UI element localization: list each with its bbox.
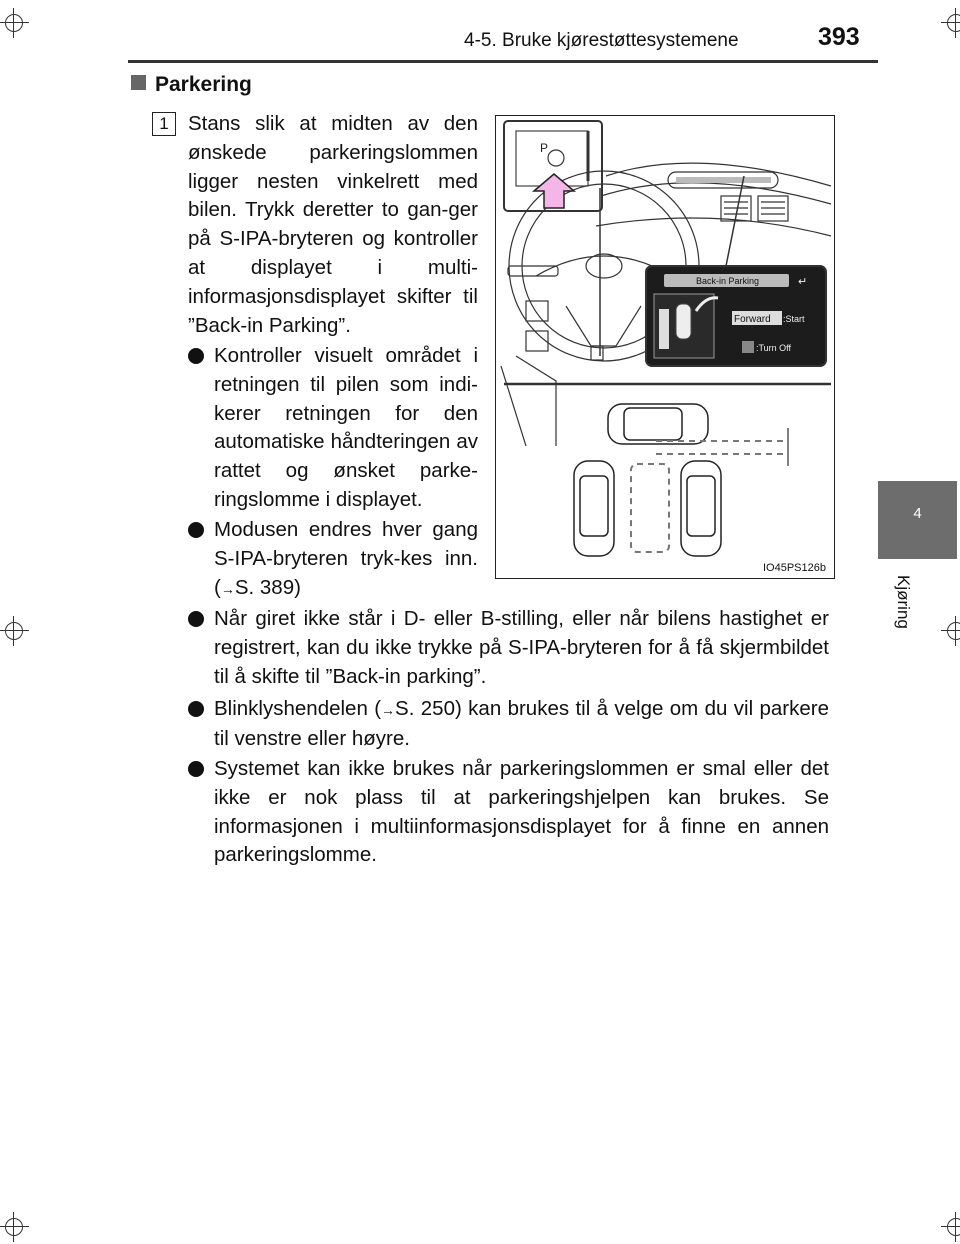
section-heading-text: Parkering <box>155 73 252 96</box>
dashboard-and-parking-illustration <box>496 116 833 577</box>
illustration-figure <box>495 115 835 579</box>
arrow-reference-icon: → <box>220 580 235 597</box>
arrow-reference-icon: → <box>381 702 396 718</box>
header-rule <box>128 60 878 63</box>
step-number-badge: 1 <box>152 112 176 136</box>
display-start-label: :Start <box>783 314 805 324</box>
registration-mark-top-left <box>0 8 29 38</box>
registration-mark-mid-right <box>941 616 960 646</box>
running-header-section: 4-5. Bruke kjørestøttesystemene <box>464 30 739 51</box>
display-title: Back-in Parking <box>696 276 760 286</box>
registration-mark-bottom-left <box>0 1212 29 1242</box>
bullet-text: Kontroller visuelt området i retningen til pilen som indi-kerer retningen for den automatiske håndteringen av rattet og ønsket parke-ringslomme i displayet. <box>214 344 478 511</box>
push-arrow-icon <box>534 174 574 208</box>
back-icon: ↵ <box>798 276 808 288</box>
bullet-icon <box>188 348 204 364</box>
section-heading <box>131 73 252 97</box>
section-square-icon <box>131 75 146 90</box>
registration-mark-bottom-right <box>941 1212 960 1242</box>
chapter-tab-number: 4 <box>913 505 922 522</box>
registration-mark-top-right <box>941 8 960 38</box>
display-forward-label: Forward <box>734 314 771 325</box>
bullet-icon <box>188 761 204 777</box>
figure-code: IO45PS126b <box>763 562 826 574</box>
bullet-text: Modusen endres hver gang S-IPA-bryteren tryk-kes inn. (→S. 389) <box>214 518 478 599</box>
switch-p-label: P <box>540 141 549 155</box>
parking-space-outline <box>631 464 669 552</box>
bullet-text: Systemet kan ikke brukes når parkeringslommen er smal eller det ikke er nok plass til at parkeringshjelpen kan brukes. Se informasjonen i multiinformasjonsdisplayet for å finne en annen parkeringslomme. <box>214 757 829 867</box>
bullet-icon <box>188 522 204 538</box>
bullet-icon <box>188 611 204 627</box>
bullet-text: Når giret ikke står i D- eller B-stilling, eller når bilens hastighet er registrert, kan du ikke trykke på S-IPA-bryteren for å få skjermbildet til å skifte til ”Back-in parking”. <box>214 607 829 688</box>
bullet-icon <box>188 701 204 717</box>
display-turnoff-label: :Turn Off <box>756 343 792 353</box>
bullet-text: Blinklyshendelen (→S. 250) kan brukes til å velge om du vil parkere til venstre eller høyre. <box>214 697 830 750</box>
chapter-tab <box>878 481 957 559</box>
registration-mark-mid-left <box>0 616 29 646</box>
page-number: 393 <box>818 23 860 51</box>
step-text: Stans slik at midten av den ønskede parkeringslommen ligger nesten vinkelrett med bilen. Trykk deretter to gan-ger på S-IPA-bryteren og kontroller at displayet i multi-informasjonsdisplayet skifter til ”Back-in Parking”. <box>188 112 478 337</box>
chapter-tab-label: Kjøring <box>894 575 913 629</box>
